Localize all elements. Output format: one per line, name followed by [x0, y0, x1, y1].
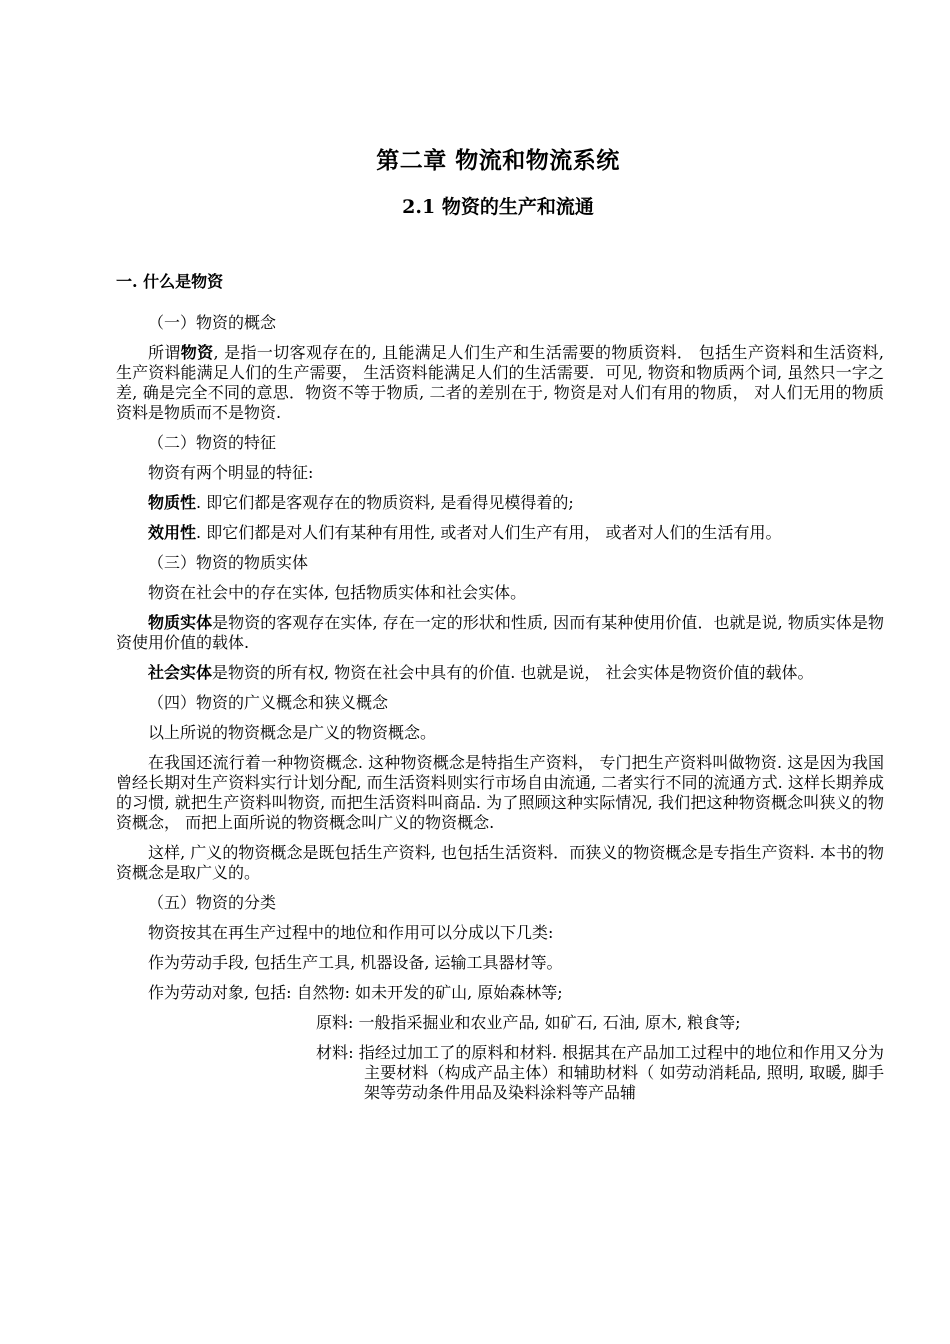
subsection-heading: （三）物资的物质实体 — [148, 553, 309, 572]
text: 所谓 — [148, 343, 181, 362]
paragraph — [116, 523, 884, 543]
paragraph: 物资有两个明显的特征: — [148, 463, 314, 482]
paragraph — [116, 613, 884, 653]
section-heading: 一. 什么是物资 — [116, 272, 224, 291]
bold-term: 社会实体 — [148, 663, 213, 682]
paragraph: 物资按其在再生产过程中的地位和作用可以分成以下几类: — [148, 923, 554, 942]
bold-term: 物资 — [180, 343, 214, 362]
text: 是物资的所有权, 物资在社会中具有的价值. 也就是说， 社会实体是物资价值的载体。 — [212, 663, 814, 682]
paragraph: 在我国还流行着一种物资概念. 这种物资概念是特指生产资料， 专门把生产资料叫做物资. 这是因为我国曾经长期对生产资料实行计划分配, 而生活资料则实行市场自由流通, 二者实行不同的流通方式. 这样长期养成的习惯, 就把生产资料叫物资, 而把生活资料叫商品. 为了照顾这种实际情况, 我们把这种物资概念叫狭义的物资概念， 而把上面所说的物资概念叫广义的物资概念. — [116, 753, 884, 832]
text: . 即它们都是对人们有某种有用性, 或者对人们生产有用， 或者对人们的生活有用。 — [196, 523, 782, 542]
text: 是物资的客观存在实体, 存在一定的形状和性质, 因而有某种使用价值．也就是说, 物质实体是物资使用价值的载体. — [116, 613, 884, 652]
section-title: 2.1 物资的生产和流通 — [402, 196, 594, 218]
bold-term: 效用性 — [148, 523, 197, 542]
text: , 是指一切客观存在的, 且能满足人们生产和生活需要的物质资料． 包括生产资料和生活资料, 生产资料能满足人们的生产需要， 生活资料能满足人们的生活需要．可见, 物资和物质两个词, 虽然只一字之差, 确是完全不同的意思．物资不等于物质, 二者的差别在于, 物资是对人们有用的物质， 对人们无用的物质资料是物质而不是物资. — [116, 343, 884, 422]
paragraph: 以上所说的物资概念是广义的物资概念。 — [148, 723, 437, 742]
paragraph — [116, 493, 884, 513]
paragraph — [116, 343, 884, 423]
text: . 即它们都是客观存在的物质资料, 是看得见模得着的; — [196, 493, 574, 512]
hanging-paragraph: 材料: 指经过加工了的原料和材料. 根据其在产品加工过程中的地位和作用又分为主要材料（构成产品主体）和辅助材料（ 如劳动消耗品, 照明, 取暖, 脚手架等劳动条件用品及染料涂料等产品辅 — [316, 1043, 884, 1102]
bold-term: 物质实体 — [148, 613, 213, 632]
subsection-heading: （二）物资的特征 — [148, 433, 277, 452]
chapter-title: 第二章 物流和物流系统 — [376, 147, 620, 174]
hanging-paragraph: 原料: 一般指采掘业和农业产品, 如矿石, 石油, 原木, 粮食等; — [316, 1013, 741, 1032]
paragraph: 作为劳动手段, 包括生产工具, 机器设备, 运输工具器材等。 — [148, 953, 563, 972]
subsection-heading: （五）物资的分类 — [148, 893, 277, 912]
subsection-heading: （四）物资的广义概念和狭义概念 — [148, 693, 389, 712]
subsection-heading: （一）物资的概念 — [148, 313, 277, 332]
bold-term: 物质性 — [148, 493, 197, 512]
paragraph: 作为劳动对象, 包括: 自然物: 如未开发的矿山, 原始森林等; — [148, 983, 563, 1002]
paragraph: 这样, 广义的物资概念是既包括生产资料, 也包括生活资料．而狭义的物资概念是专指生产资料. 本书的物资概念是取广义的。 — [116, 843, 884, 882]
document-body — [116, 313, 884, 1113]
paragraph: 物资在社会中的存在实体, 包括物质实体和社会实体。 — [148, 583, 527, 602]
paragraph — [116, 663, 884, 683]
